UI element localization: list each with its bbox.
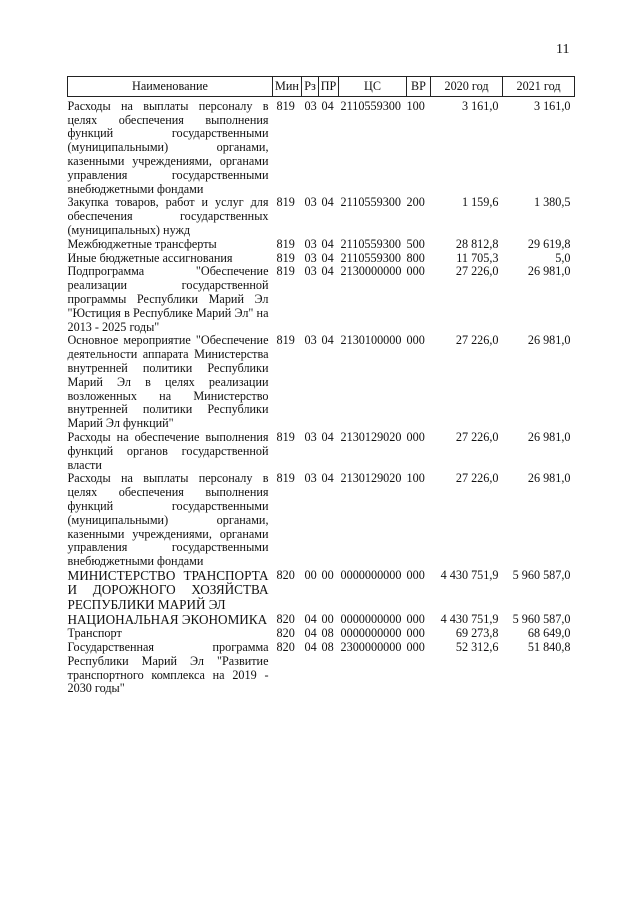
row-rz-cell: 03: [304, 429, 317, 444]
row-2021-cell: 29 619,8: [527, 236, 571, 251]
row-2020-cell: 27 226,0: [455, 429, 499, 444]
row-cs-cell: 2110559300: [340, 236, 401, 251]
table-row: [68, 431, 575, 472]
row-pr-cell: 04: [321, 264, 334, 279]
row-2020-cell: 11 705,3: [456, 250, 499, 265]
row-2020-cell: 1 159,6: [461, 195, 499, 210]
row-2020-cell: 4 430 751,9: [440, 567, 499, 582]
row-min-cell: 819: [276, 195, 295, 210]
row-min-cell: 819: [276, 98, 295, 113]
row-cs-cell: 2110559300: [340, 195, 401, 210]
table-row: [68, 472, 575, 569]
row-name-cell: Основное мероприятие "Обеспечение деятельности аппарата Министерства внутренней политики Республики Марий Эл в целях реализации возложенных на Министерство внутренней политики Республики Марий Эл функций": [67, 333, 269, 431]
row-vr-cell: 000: [406, 611, 425, 626]
row-2021-cell: 3 161,0: [533, 98, 571, 113]
row-name-cell: Расходы на обеспечение выполнения функций органов государственной власти: [67, 429, 269, 472]
row-vr-cell: 100: [406, 98, 425, 113]
row-2021-cell: 26 981,0: [527, 471, 571, 486]
row-min-cell: 819: [276, 264, 295, 279]
row-pr-cell: 04: [321, 333, 334, 348]
row-2021-cell: 1 380,5: [533, 195, 571, 210]
row-cs-cell: 2300000000: [340, 640, 402, 655]
row-cs-cell: 2130000000: [340, 264, 402, 279]
row-pr-cell: 04: [321, 471, 334, 486]
row-cs-cell: 0000000000: [340, 626, 402, 641]
row-rz-cell: 03: [304, 236, 317, 251]
row-min-cell: 820: [276, 640, 295, 655]
row-rz-cell: 04: [304, 611, 317, 626]
row-pr-cell: 04: [321, 195, 334, 210]
row-2021-cell: 5,0: [555, 250, 571, 265]
row-cs-cell: 2130129020: [340, 429, 402, 444]
row-vr-cell: 800: [406, 250, 425, 265]
row-min-cell: 819: [276, 429, 295, 444]
row-vr-cell: 000: [406, 333, 425, 348]
row-name-cell: Закупка товаров, работ и услуг для обеспечения государственных (муниципальных) нужд: [67, 195, 269, 237]
row-2021-cell: 68 649,0: [527, 626, 571, 641]
row-min-cell: 819: [276, 236, 295, 251]
header-2020: 2020 год: [431, 77, 503, 97]
table-row: [68, 613, 575, 628]
row-name-cell: Иные бюджетные ассигнования: [67, 250, 233, 265]
table-header-row: [68, 77, 575, 97]
row-2021-cell: 5 960 587,0: [512, 611, 571, 626]
table-body: [68, 96, 575, 696]
row-rz-cell: 03: [304, 250, 317, 265]
row-rz-cell: 00: [304, 567, 317, 582]
budget-table: [67, 76, 575, 696]
table-row: [68, 334, 575, 431]
table-row: [68, 196, 575, 237]
row-2020-cell: 4 430 751,9: [440, 611, 499, 626]
row-2020-cell: 28 812,8: [455, 236, 499, 251]
row-pr-cell: 04: [321, 98, 334, 113]
header-rz: Рз: [302, 77, 319, 97]
row-min-cell: 820: [276, 611, 295, 626]
row-pr-cell: 04: [321, 429, 334, 444]
header-2021: 2021 год: [503, 77, 575, 97]
row-pr-cell: 08: [321, 626, 334, 641]
row-min-cell: 820: [276, 626, 295, 641]
header-pr: ПР: [319, 77, 339, 97]
row-vr-cell: 000: [406, 640, 425, 655]
row-cs-cell: 2130100000: [340, 333, 402, 348]
row-pr-cell: 04: [321, 250, 334, 265]
row-rz-cell: 03: [304, 471, 317, 486]
row-rz-cell: 03: [304, 333, 317, 348]
row-pr-cell: 00: [321, 567, 334, 582]
row-vr-cell: 500: [406, 236, 425, 251]
row-name-cell: Государственная программа Республики Марий Эл "Развитие транспортного комплекса на 2019 - 2030 годы": [67, 640, 269, 696]
row-2021-cell: 26 981,0: [527, 429, 571, 444]
table-row: [68, 627, 575, 641]
header-cs: ЦС: [339, 77, 407, 97]
row-name-cell: НАЦИОНАЛЬНАЯ ЭКОНОМИКА: [67, 611, 268, 627]
row-cs-cell: 2110559300: [340, 98, 401, 113]
table-row: [68, 252, 575, 266]
row-2020-cell: 27 226,0: [455, 264, 499, 279]
row-name-cell: МИНИСТЕРСТВО ТРАНСПОРТА И ДОРОЖНОГО ХОЗЯЙСТВА РЕСПУБЛИКИ МАРИЙ ЭЛ: [67, 567, 269, 613]
header-name: Наименование: [68, 77, 273, 97]
row-name-cell: Межбюджетные трансферты: [67, 236, 217, 251]
table-row: [68, 569, 575, 613]
row-vr-cell: 000: [406, 429, 425, 444]
row-2020-cell: 27 226,0: [455, 471, 499, 486]
row-2020-cell: 52 312,6: [455, 640, 499, 655]
row-pr-cell: 00: [321, 611, 334, 626]
row-2021-cell: 5 960 587,0: [512, 567, 571, 582]
row-min-cell: 819: [276, 333, 295, 348]
row-2020-cell: 3 161,0: [461, 98, 499, 113]
table-row: [68, 641, 575, 696]
row-name-cell: Расходы на выплаты персоналу в целях обеспечения выполнения функций государственными (муниципальными) органами, казенными учреждениями, органами управления государственными внебюджетными фондами: [67, 98, 269, 196]
page-number: 11: [556, 42, 570, 57]
table-row: [68, 238, 575, 252]
header-min: Мин: [273, 77, 302, 97]
row-cs-cell: 2130129020: [340, 471, 402, 486]
row-2021-cell: 51 840,8: [527, 640, 571, 655]
row-name-cell: Транспорт: [67, 626, 122, 641]
row-rz-cell: 04: [304, 640, 317, 655]
row-name-cell: Подпрограмма "Обеспечение реализации государственной программы Республики Марий Эл "Юстиция в Республике Марий Эл" на 2013 - 2025 годы": [67, 264, 269, 334]
table-row: [68, 265, 575, 334]
row-vr-cell: 200: [406, 195, 425, 210]
row-vr-cell: 000: [406, 626, 425, 641]
row-rz-cell: 03: [304, 264, 317, 279]
row-2021-cell: 26 981,0: [527, 264, 571, 279]
row-cs-cell: 0000000000: [340, 567, 402, 582]
row-2020-cell: 27 226,0: [455, 333, 499, 348]
row-min-cell: 819: [276, 250, 295, 265]
row-rz-cell: 04: [304, 626, 317, 641]
row-pr-cell: 04: [321, 236, 334, 251]
row-vr-cell: 000: [406, 567, 425, 582]
row-min-cell: 819: [276, 471, 295, 486]
table-row: [68, 96, 575, 196]
row-name-cell: Расходы на выплаты персоналу в целях обеспечения выполнения функций государственными (муниципальными) органами, казенными учреждениями, органами управления государственными внебюджетными фондами: [67, 471, 269, 569]
row-2020-cell: 69 273,8: [455, 626, 499, 641]
row-cs-cell: 0000000000: [340, 611, 402, 626]
row-cs-cell: 2110559300: [340, 250, 401, 265]
header-vr: ВР: [407, 77, 431, 97]
row-vr-cell: 000: [406, 264, 425, 279]
row-min-cell: 820: [276, 567, 295, 582]
row-rz-cell: 03: [304, 195, 317, 210]
row-2021-cell: 26 981,0: [527, 333, 571, 348]
row-rz-cell: 03: [304, 98, 317, 113]
row-pr-cell: 08: [321, 640, 334, 655]
row-vr-cell: 100: [406, 471, 425, 486]
